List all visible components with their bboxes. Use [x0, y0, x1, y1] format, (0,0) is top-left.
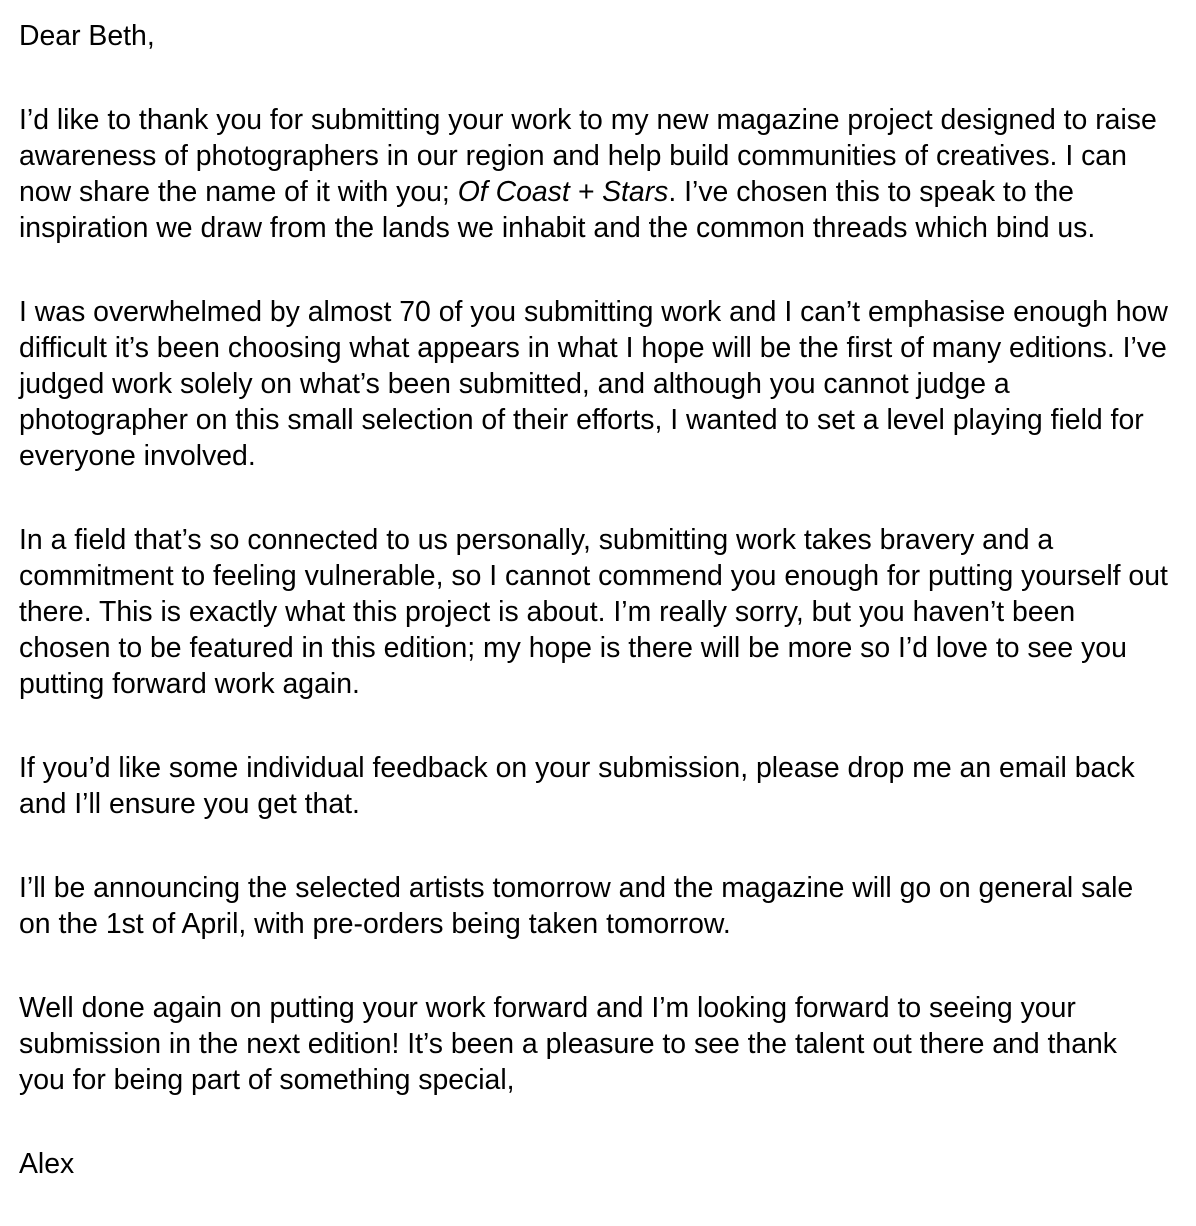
paragraph-feedback-offer: If you’d like some individual feedback on your submission, please drop me an email back and I’ll ensure you get that. — [19, 752, 1135, 820]
paragraph-thank-you-ending: . I’ve chosen this to speak to the inspiration we draw from the lands we inhabit and the common threads which bind us. — [19, 176, 1096, 244]
greeting: Dear Beth, — [19, 20, 155, 52]
paragraph-thank-you-intro: I’d like to thank you for submitting your work to my new magazine project designed to raise awareness of photographers in our region and help build communities of creatives. I can now share the name of it with you; — [19, 104, 1157, 208]
magazine-title: Of Coast + Stars — [457, 176, 669, 208]
paragraph-announcement: I’ll be announcing the selected artists tomorrow and the magazine will go on general sale on the 1st of April, with pre-orders being taken tomorrow. — [19, 872, 1134, 940]
closing-paragraph: Well done again on putting your work forward and I’m looking forward to seeing your submission in the next edition! It’s been a pleasure to see the talent out there and thank you for being part of something special, — [19, 992, 1117, 1096]
paragraph-thank-you — [19, 102, 1169, 246]
letter-body — [19, 18, 1169, 1182]
paragraph-selection-process: I was overwhelmed by almost 70 of you submitting work and I can’t emphasise enough how difficult it’s been choosing what appears in what I hope will be the first of many editions. I’ve judged work solely on what’s been submitted, and although you cannot judge a photographer on this small selection of their efforts, I wanted to set a level playing field for everyone involved. — [19, 296, 1168, 472]
signature: Alex — [19, 1148, 75, 1180]
paragraph-result: In a field that’s so connected to us personally, submitting work takes bravery and a commitment to feeling vulnerable, so I cannot commend you enough for putting yourself out there. This is exactly what this project is about. I’m really sorry, but you haven’t been chosen to be featured in this edition; my hope is there will be more so I’d love to see you putting forward work again. — [19, 524, 1168, 700]
